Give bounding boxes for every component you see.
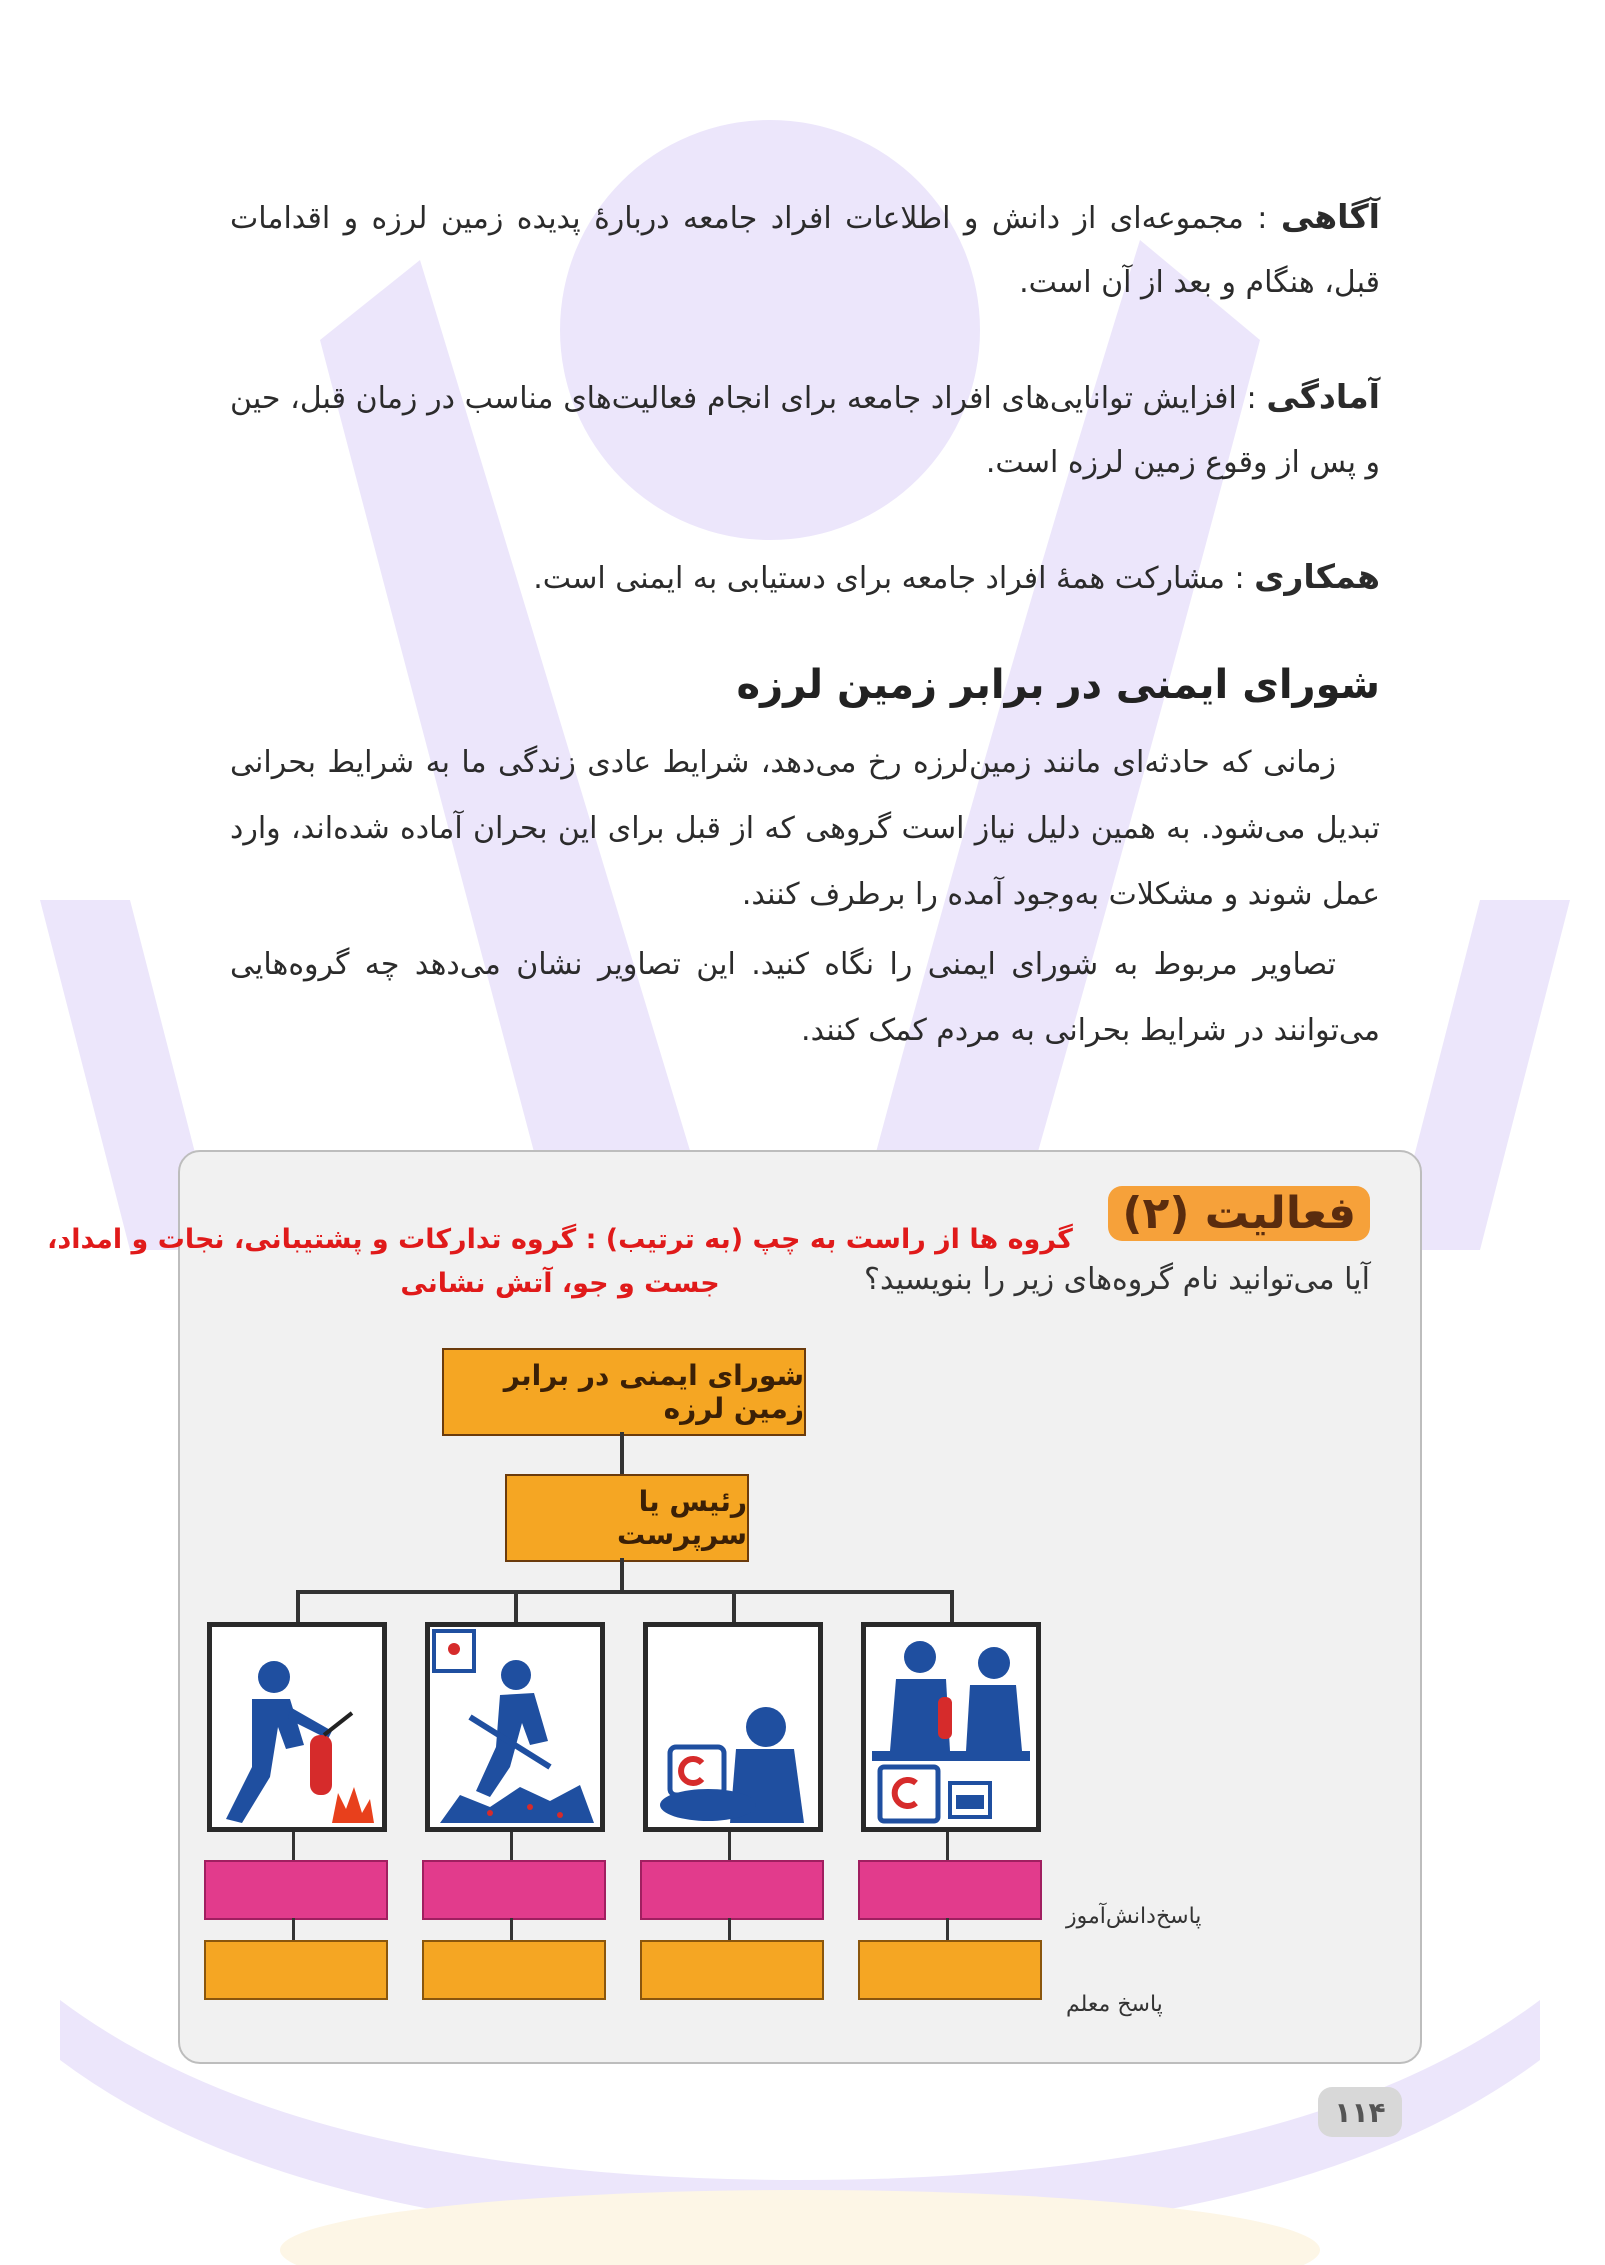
teacher-answer-box[interactable] (858, 1940, 1042, 2000)
rescue-digging-person-icon (425, 1622, 605, 1832)
definition-term: همکاری (1254, 557, 1380, 596)
connector-line (620, 1558, 624, 1590)
student-answer-box[interactable] (204, 1860, 388, 1920)
chart-head-box (505, 1474, 749, 1562)
chart-head-label: رئیس یا سرپرست (616, 1485, 747, 1551)
connector-line (728, 1832, 731, 1860)
connector-line (514, 1590, 518, 1626)
connector-line (946, 1918, 949, 1940)
connector-line (510, 1832, 513, 1860)
definition-readiness (230, 365, 1380, 495)
connector-line (296, 1590, 300, 1626)
definition-text: : مجموعه‌ای از دانش و اطلاعات افراد جامعه دربارهٔ پدیده زمین لرزه و اقدامات قبل، هنگام و بعد از آن است. (230, 201, 1380, 300)
connector-line (292, 1918, 295, 1940)
connector-line (728, 1918, 731, 1940)
definition-text: : افزایش توانایی‌های افراد جامعه برای انجام فعالیت‌های مناسب در زمان قبل، حین و پس از وقوع زمین لرزه است. (230, 381, 1380, 480)
fire-extinguisher-person-icon (207, 1622, 387, 1832)
chart-top-label: شورای ایمنی در برابر زمین لرزه (503, 1359, 804, 1425)
connector-line (950, 1590, 954, 1626)
definition-awareness (230, 185, 1380, 315)
connector-line (946, 1832, 949, 1860)
teacher-answer-box[interactable] (204, 1940, 388, 2000)
connector-line (620, 1432, 624, 1474)
definition-cooperation (230, 545, 1380, 611)
student-answer-box[interactable] (422, 1860, 606, 1920)
supply-support-people-icon (861, 1622, 1041, 1832)
teacher-answer-label: پاسخ معلم (1066, 1992, 1163, 2017)
teacher-answer-box[interactable] (640, 1940, 824, 2000)
definition-text: : مشارکت همهٔ افراد جامعه برای دستیابی به ایمنی است. (533, 561, 1255, 596)
answer-note: گروه ها از راست به چپ (به ترتیب) : گروه تدارکات و پشتیبانی، نجات و امداد، جست و جو، آتش نشانی (47, 1224, 1073, 1299)
section-paragraph: زمانی که حادثه‌ای مانند زمین‌لرزه رخ می‌دهد، شرایط عادی زندگی ما به شرایط بحرانی تبدیل می‌شود. به همین دلیل نیاز است گروهی که از قبل برای این بحران آماده شده‌اند، وارد عمل شوند و مشکلات به‌وجود آمده را برطرف کنند. (230, 745, 1380, 912)
chart-top-box (442, 1348, 806, 1436)
definition-term: آمادگی (1266, 377, 1380, 416)
definition-term: آگاهی (1280, 197, 1380, 236)
connector-line (292, 1832, 295, 1860)
connector-line (510, 1918, 513, 1940)
teacher-answer-box[interactable] (422, 1940, 606, 2000)
page-number: ۱۱۴ (1318, 2087, 1402, 2137)
activity-title: فعالیت (۲) (1108, 1186, 1370, 1241)
activity-question: آیا می‌توانید نام گروه‌های زیر را بنویسید؟ (864, 1262, 1370, 1297)
connector-line (296, 1590, 954, 1594)
connector-line (732, 1590, 736, 1626)
student-answer-label: پاسخ‌دانش‌آموز (1066, 1904, 1202, 1929)
section-paragraph: تصاویر مربوط به شورای ایمنی را نگاه کنید. این تصاویر نشان می‌دهد چه گروه‌هایی می‌توانند در شرایط بحرانی به مردم کمک کنند. (230, 947, 1380, 1048)
first-aid-person-icon (643, 1622, 823, 1832)
section-title: شورای ایمنی در برابر زمین لرزه (736, 662, 1380, 708)
student-answer-box[interactable] (858, 1860, 1042, 1920)
student-answer-box[interactable] (640, 1860, 824, 1920)
